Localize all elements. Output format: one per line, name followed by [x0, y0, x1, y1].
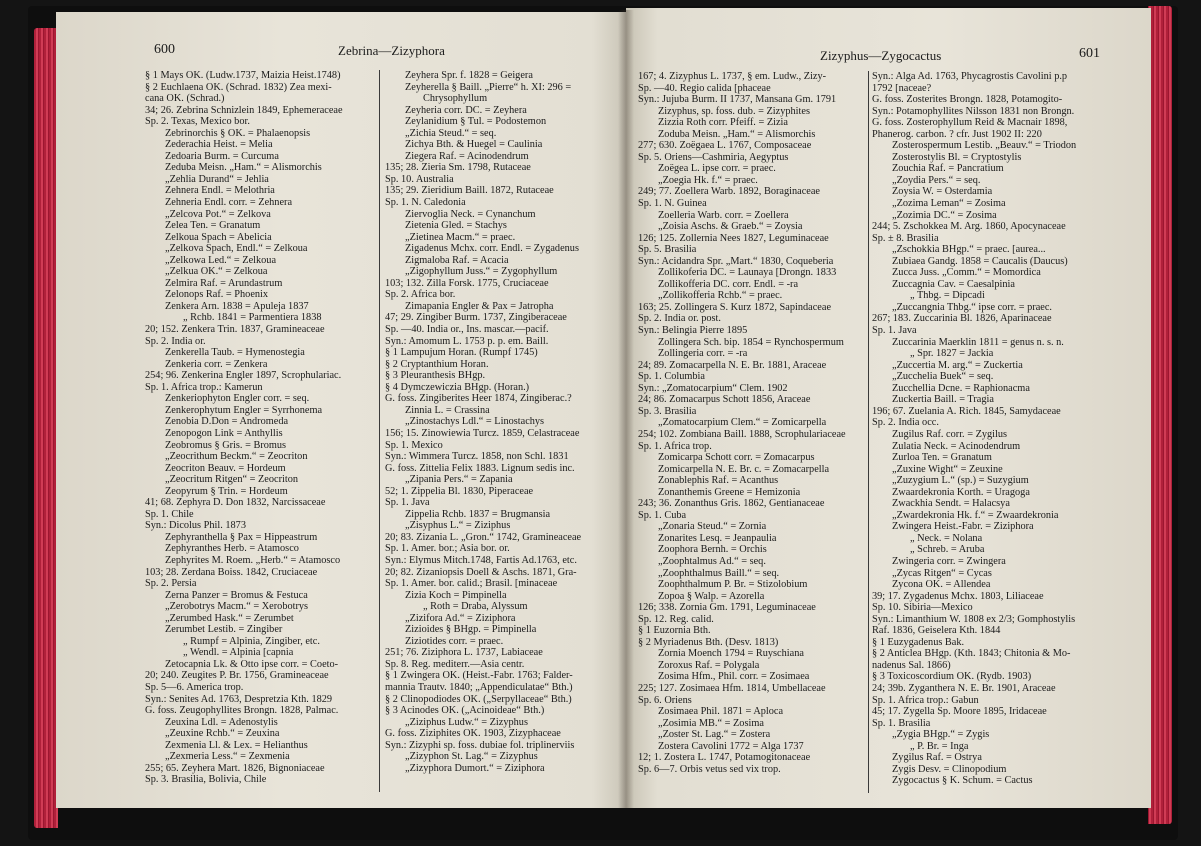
entry-line: § 2 Euchlaena OK. (Schrad. 1832) Zea mexi-	[145, 81, 332, 93]
entry-line: „Zelkua OK.“ = Zelkoua	[165, 266, 268, 278]
entry-line: Zizyphus, sp. foss. dub. = Zizyphites	[658, 105, 810, 117]
entry-line: 251; 76. Ziziphora L. 1737, Labiaceae	[385, 647, 543, 659]
entry-line: 249; 77. Zoellera Warb. 1892, Boraginaceae	[638, 186, 820, 198]
entry-line: Zichya Bth. & Huegel = Caulinia	[405, 139, 543, 151]
entry-line: § 1 Zwingera OK. (Heist.-Fabr. 1763; Falder-	[385, 670, 573, 682]
entry-line: Zederachia Heist. = Melia	[165, 139, 273, 151]
entry-line: Ziegera Raf. = Acinodendrum	[405, 150, 529, 162]
entry-line: Zygis Desv. = Clinopodium	[892, 763, 1007, 775]
entry-line: § 1 Euzornia Bth.	[638, 625, 711, 637]
entry-line: Sp. 5—6. America trop.	[145, 681, 244, 693]
entry-line: Zugilus Raf. corr. = Zygilus	[892, 428, 1008, 440]
right-page	[626, 8, 1151, 808]
entry-line: Sp. 1. Amer. bor.; Asia bor. or.	[385, 543, 510, 555]
entry-line: G. foss. Zingiberites Heer 1874, Zingiberac.?	[385, 393, 572, 405]
entry-line: Ziziotides corr. = praec.	[405, 635, 504, 647]
entry-line: Syn.: Wimmera Turcz. 1858, non Schl. 1831	[385, 451, 569, 463]
entry-line: „Zichia Steud.“ = seq.	[405, 127, 497, 139]
running-head: Zebrina—Zizyphora	[338, 43, 445, 58]
entry-line: Zoophora Bernh. = Orchis	[658, 544, 767, 556]
entry-line: Phanerog. carbon. ? cfr. Just 1902 II: 220	[872, 128, 1042, 140]
entry-line: Zenobia D.Don = Andromeda	[165, 416, 289, 428]
entry-line: „ P. Br. = Inga	[910, 740, 969, 752]
entry-line: Zeduba Meisn. „Ham.“ = Alismorchis	[165, 162, 322, 174]
entry-line: Chrysophyllum	[423, 93, 488, 105]
entry-line: Syn.: Belingia Pierre 1895	[638, 325, 748, 337]
entry-line: Zeocriton Beauv. = Hordeum	[165, 462, 286, 474]
entry-line: „Zerobotrys Macm.“ = Xerobotrys	[165, 601, 309, 613]
entry-line: § 2 Myriadenus Bth. (Desv. 1813)	[638, 636, 779, 648]
entry-line: „Zucchelia Buek“ = seq.	[892, 371, 994, 383]
entry-line: Sp. 1. N. Guinea	[638, 198, 707, 210]
entry-line: Zucchellia Dcne. = Raphionacma	[892, 382, 1030, 394]
entry-line: Zollingera Sch. bip. 1854 = Rynchospermum	[658, 336, 844, 348]
entry-line: Sp. 3. Brasilia, Bolivia, Chile	[145, 774, 267, 786]
entry-line: Zizzia Roth corr. Pfeiff. = Zizia	[658, 117, 788, 129]
entry-line: Zouchia Raf. = Pancratium	[892, 163, 1004, 175]
entry-line: Zoroxus Raf. = Polygala	[658, 659, 760, 671]
entry-line: 126; 125. Zollernia Nees 1827, Leguminaceae	[638, 232, 829, 244]
entry-line: Zelea Ten. = Granatum	[165, 220, 261, 232]
entry-line: Zonanthemis Greene = Hemizonia	[658, 486, 801, 498]
entry-line: „Zwardekronia Hk. f.“ = Zwaardekronia	[892, 509, 1059, 521]
entry-line: Zollingeria corr. = -ra	[658, 348, 748, 360]
entry-line: Sp. 1. Africa trop.: Kamerun	[145, 381, 263, 393]
entry-line: Zephyranthella § Pax = Hippeastrum	[165, 531, 318, 543]
page-number: 601	[1079, 46, 1100, 61]
entry-line: „Zoophtalmus Ad.“ = seq.	[658, 555, 766, 567]
entry-line: Syn.: Senites Ad. 1763, Despretzia Kth. 1829	[145, 693, 333, 705]
entry-line: Sp. 1. Java	[385, 497, 430, 509]
entry-line: § 2 Anticlea BHgp. (Kth. 1843; Chitonia & Mo-	[872, 648, 1071, 660]
entry-line: „Zelkova Spach, Endl.“ = Zelkoua	[165, 243, 308, 255]
entry-line: Sp. 1. Amer. bor. calid.; Brasil. [minaceae	[385, 578, 558, 590]
entry-line: Zuccarinia Maerklin 1811 = genus n. s. n.	[892, 336, 1064, 348]
entry-line: 39; 17. Zygadenus Mchx. 1803, Liliaceae	[872, 590, 1044, 602]
entry-line: „Zoophthalmus Baill.“ = seq.	[658, 567, 780, 579]
entry-line: Zelkoua Spach = Abelicia	[165, 231, 272, 243]
entry-line: Zwingeria corr. = Zwingera	[892, 555, 1006, 567]
entry-line: G. foss. Zittelia Felix 1883. Lignum sedis inc.	[385, 462, 575, 474]
running-head: Zizyphus—Zygocactus	[820, 48, 942, 63]
entry-line: „Zehlia Durand“ = Jehlia	[165, 173, 269, 185]
entry-line: G. foss. Zosterophyllum Reid & Macnair 1898,	[872, 117, 1068, 129]
entry-line: Zerna Panzer = Bromus & Festuca	[165, 589, 308, 601]
entry-line: Zosimaea Phil. 1871 = Aploca	[658, 706, 784, 718]
entry-line: Zenkerophytum Engler = Syrrhonema	[165, 404, 323, 416]
entry-line: „Zietinea Macm.“ = praec.	[405, 231, 516, 243]
entry-line: Zosterospermum Lestib. „Beauv.“ = Triodon	[892, 140, 1077, 152]
entry-line: „Ziziphus Ludw.“ = Zizyphus	[405, 716, 528, 728]
entry-line: 225; 127. Zosimaea Hfm. 1814, Umbellaceae	[638, 682, 826, 694]
entry-line: Zephyrites M. Roem. „Herb.“ = Atamosco	[165, 554, 341, 566]
entry-line: Sp. 5. Oriens—Cashmiria, Aegyptus	[638, 151, 789, 163]
entry-line: Zollikofferia DC. corr. Endl. = -ra	[658, 278, 799, 290]
entry-line: 20; 83. Zizania L. „Gron.“ 1742, Gramineaceae	[385, 531, 582, 543]
entry-line: Zucca Juss. „Comm.“ = Momordica	[892, 267, 1041, 279]
entry-line: Zostera Cavolini 1772 = Alga 1737	[658, 740, 804, 752]
entry-line: „Zonaria Steud.“ = Zornia	[658, 521, 767, 533]
entry-line: 255; 65. Zeyhera Mart. 1826, Bignoniaceae	[145, 762, 325, 774]
entry-line: 135; 29. Zieridium Baill. 1872, Rutaceae	[385, 185, 554, 197]
entry-line: Zenkeria corr. = Zenkera	[165, 358, 268, 370]
entry-line: 254; 102. Zombiana Baill. 1888, Scrophulariaceae	[638, 428, 846, 440]
entry-line: Sp. 1. Cuba	[638, 509, 687, 521]
entry-line: „Zoydia Pers.“ = seq.	[892, 174, 981, 186]
entry-line: „ Thbg. = Dipcadi	[910, 290, 985, 302]
entry-line: Zomicarpa Schott corr. = Zomacarpus	[658, 452, 815, 464]
entry-line: Syn.: Limanthium W. 1808 ex 2/3; Gomphostylis	[872, 613, 1076, 625]
entry-line: Zenkeriophyton Engler corr. = seq.	[165, 393, 310, 405]
entry-line: Zwingera Heist.-Fabr. = Ziziphora	[892, 521, 1034, 533]
entry-line: „Zosimia MB.“ = Zosima	[658, 717, 764, 729]
entry-line: 47; 29. Zingiber Burm. 1737, Zingiberaceae	[385, 312, 567, 324]
entry-line: Zomicarpella N. E. Br. c. = Zomacarpella	[658, 463, 830, 475]
entry-line: Zedoaria Burm. = Curcuma	[165, 150, 279, 162]
entry-line: Sp. 6—7. Orbis vetus sed vix trop.	[638, 763, 781, 775]
entry-line: Zehnera Endl. = Melothria	[165, 185, 275, 197]
entry-line: Zerumbet Lestib. = Zingiber	[165, 624, 283, 636]
entry-line: 254; 96. Zenkerina Engler 1897, Scrophulariac.	[145, 370, 342, 382]
entry-line: § 3 Toxicoscordium OK. (Rydb. 1903)	[872, 671, 1032, 683]
entry-line: Sp. 12. Reg. calid.	[638, 613, 714, 625]
entry-line: Zopoa § Walp. = Azorella	[658, 590, 765, 602]
entry-line: „Zerumbed Hask.“ = Zerumbet	[165, 612, 294, 624]
entry-line: Zippelia Rchb. 1837 = Brugmansia	[405, 508, 551, 520]
entry-line: 244; 5. Zschokkea M. Arg. 1860, Apocynaceae	[872, 221, 1066, 233]
entry-line: „ Spr. 1827 = Jackia	[910, 348, 994, 360]
entry-line: 163; 25. Zollingera S. Kurz 1872, Sapindaceae	[638, 301, 832, 313]
entry-line: 20; 240. Zeugites P. Br. 1756, Gramineaceae	[145, 670, 329, 682]
entry-line: Sp. 1. Brasilia	[872, 717, 931, 729]
entry-line: G. foss. Zeugophyllites Brongn. 1828, Palmac.	[145, 705, 339, 717]
entry-line: Zeyherella § Baill. „Pierre“ h. XI: 296 =	[405, 81, 572, 93]
entry-line: „Zeuxine Rchb.“ = Zeuxina	[165, 728, 280, 740]
entry-line: 52; 1. Zippelia Bl. 1830, Piperaceae	[385, 485, 534, 497]
entry-line: Sp. —40. Regio calida [phaceae	[638, 82, 771, 94]
entry-line: Sp. 5. Brasilia	[638, 244, 697, 256]
entry-line: Sp. 1. Africa trop.	[638, 440, 712, 452]
entry-line: 24; 86. Zomacarpus Schott 1856, Araceae	[638, 394, 811, 406]
entry-line: Zephyranthes Herb. = Atamosco	[165, 543, 299, 555]
entry-line: Sp. 8. Reg. mediterr.—Asia centr.	[385, 658, 525, 670]
entry-line: 196; 67. Zuelania A. Rich. 1845, Samydaceae	[872, 405, 1061, 417]
entry-line: Zenkera Arn. 1838 = Apuleja 1837	[165, 300, 309, 312]
entry-line: Sp. 2. India or.	[145, 335, 206, 347]
entry-line: Zoophthalmum P. Br. = Stizolobium	[658, 579, 808, 591]
entry-line: Sp. 2. Africa bor.	[385, 289, 456, 301]
entry-line: 156; 15. Zinowiewia Turcz. 1859, Celastraceae	[385, 427, 580, 439]
entry-line: Zwackhia Sendt. = Halacsya	[892, 498, 1010, 510]
entry-line: „Zelkowa Led.“ = Zelkoua	[165, 254, 277, 266]
entry-line: 103; 28. Zerdana Boiss. 1842, Cruciaceae	[145, 566, 318, 578]
gutter-shadow	[618, 10, 634, 808]
entry-line: „Zozima Leman“ = Zosima	[892, 198, 1006, 210]
entry-line: Sp. 1. Africa trop.: Gabun	[872, 694, 979, 706]
entry-line: § 1 Mays OK. (Ludw.1737, Maizia Heist.1748)	[145, 70, 341, 81]
entry-line: „Zoster St. Lag.“ = Zostera	[658, 729, 771, 741]
entry-line: Syn.: Acidandra Spr. „Mart.“ 1830, Coqueberia	[638, 255, 834, 267]
entry-line: 34; 26. Zebrina Schnizlein 1849, Ephemeraceae	[145, 104, 343, 116]
entry-line: 12; 1. Zostera L. 1747, Potamogitonaceae	[638, 752, 811, 764]
entry-line: „Zigophyllum Juss.“ = Zygophyllum	[405, 266, 558, 278]
entry-line: Zwaardekronia Korth. = Uragoga	[892, 486, 1030, 498]
entry-line: „Zizifora Ad.“ = Ziziphora	[405, 612, 516, 624]
entry-line: Syn.: „Zomatocarpium“ Clem. 1902	[638, 382, 788, 394]
entry-line: Zuckertia Baill. = Tragia	[892, 394, 994, 406]
column-rule	[868, 71, 869, 793]
column-rule	[379, 70, 380, 792]
entry-line: Zehneria Endl. corr. = Zehnera	[165, 197, 293, 209]
entry-line: Sp. ± 8. Brasilia	[872, 232, 939, 244]
entry-line: „Zollikofferia Rchb.“ = praec.	[658, 290, 783, 302]
entry-line: Zosima Hfm., Phil. corr. = Zosimaea	[658, 671, 810, 683]
left-page	[56, 12, 626, 808]
entry-line: „Zexmeria Less.“ = Zexmenia	[165, 751, 290, 763]
entry-line: Sp. 1. Mexico	[385, 439, 443, 451]
entry-line: 267; 183. Zuccarinia Bl. 1826, Aparinaceae	[872, 313, 1052, 325]
entry-line: Raf. 1836, Geiselera Kth. 1844	[872, 625, 1001, 637]
entry-line: Zonablephis Raf. = Acanthus	[658, 475, 779, 487]
entry-line: „Zeocritum Ritgen“ = Zeocriton	[165, 474, 299, 486]
entry-line: „Zomatocarpium Clem.“ = Zomicarpella	[658, 417, 827, 429]
entry-line: „Zuzygium L.“ (sp.) = Suzygium	[892, 475, 1029, 487]
entry-line: Syn.: Elymus Mitch.1748, Fartis Ad.1763, etc.	[385, 554, 577, 566]
entry-line: § 1 Lampujum Horan. (Rumpf 1745)	[385, 347, 538, 359]
entry-line: Zubiaea Gandg. 1858 = Caucalis (Daucus)	[892, 255, 1068, 267]
entry-line: Sp. 2. Texas, Mexico bor.	[145, 116, 250, 128]
entry-line: § 4 Dymczewiczia BHgp. (Horan.)	[385, 381, 530, 393]
entry-line: Syn.: Potamophyllites Nilsson 1831 non Brongn.	[872, 105, 1075, 117]
entry-line: Zoelleria Warb. corr. = Zoellera	[658, 209, 789, 221]
entry-line: § 3 Acinodes OK. („Acinoideae“ Bth.)	[385, 705, 545, 717]
entry-line: Syn.: Alga Ad. 1763, Phycagrostis Cavolini p.p	[872, 71, 1068, 82]
entry-line: Sp. 1. Columbia	[638, 371, 705, 383]
entry-line: Sp. 2. India or. post.	[638, 313, 721, 325]
entry-line: Syn.: Amomum L. 1753 p. p. em. Baill.	[385, 335, 549, 347]
entry-line: Sp. 2. India occ.	[872, 417, 939, 429]
entry-line: Zebrinorchis § OK. = Phalaenopsis	[165, 127, 311, 139]
entry-line: 135; 28. Zieria Sm. 1798, Rutaceae	[385, 162, 531, 174]
entry-line: Zeobromus § Gris. = Bromus	[165, 439, 287, 451]
entry-line: Sp. 3. Brasilia	[638, 405, 697, 417]
entry-line: G. foss. Ziziphites OK. 1903, Zizyphaceae	[385, 728, 561, 740]
entry-line: „Zeocrithum Beckm.“ = Zeocriton	[165, 451, 308, 463]
entry-line: 20; 152. Zenkera Trin. 1837, Gramineaceae	[145, 324, 325, 336]
entry-line: Syn.: Zizyphi sp. foss. dubiae fol. triplinerviis	[385, 739, 575, 751]
entry-line: Ziervoglia Neck. = Cynanchum	[405, 208, 536, 220]
page-edges-right	[1148, 6, 1172, 824]
entry-line: 45; 17. Zygella Sp. Moore 1895, Iridaceae	[872, 706, 1047, 718]
entry-line: Zurloa Ten. = Granatum	[892, 452, 992, 464]
entry-line: „Zschokkia BHgp.“ = praec. [aurea...	[892, 244, 1046, 256]
entry-line: § 2 Clinopodiodes OK. („Serpyllaceae“ Bth.)	[385, 693, 572, 705]
entry-line: Zycona OK. = Allendea	[892, 579, 991, 591]
entry-line: Zexmenia Ll. & Lex. = Helianthus	[165, 739, 308, 751]
entry-line: Zietenia Gled. = Stachys	[405, 220, 507, 232]
entry-line: 20; 82. Zizaniopsis Doell & Aschs. 1871, Gra-	[385, 566, 577, 578]
entry-line: „ Wendl. = Alpinia [capnia	[183, 647, 294, 659]
entry-line: „Zipania Pers.“ = Zapania	[405, 474, 513, 486]
entry-line: Sp. 2. Persia	[145, 578, 197, 590]
entry-line: mannia Trautv. 1840; „Appendiculatae“ Bth.)	[385, 681, 573, 693]
entry-line: Zoëgea L. ipse corr. = praec.	[658, 163, 776, 175]
entry-line: „Zoisia Aschs. & Graeb.“ = Zoysia	[658, 221, 803, 233]
entry-line: Sp. 10. Australia	[385, 173, 454, 185]
entry-line: Zenkerella Taub. = Hymenostegia	[165, 347, 305, 359]
entry-line: „Zizyphon St. Lag.“ = Zizyphus	[405, 751, 538, 763]
entry-line: Sp. —40. India or., Ins. mascar.—pacif.	[385, 324, 549, 336]
entry-line: § 3 Pleuranthesis BHgp.	[385, 370, 486, 382]
entry-line: 103; 132. Zilla Forsk. 1775, Cruciaceae	[385, 277, 549, 289]
entry-line: „ Neck. = Nolana	[910, 532, 983, 544]
text-column	[638, 71, 870, 775]
entry-line: 243; 36. Zonanthus Gris. 1862, Gentianaceae	[638, 498, 825, 510]
entry-line: Sp. 1. Chile	[145, 508, 194, 520]
entry-line: Zeyheria corr. DC. = Zeyhera	[405, 104, 527, 116]
entry-line: Zygocactus § K. Schum. = Cactus	[892, 775, 1033, 787]
entry-line: cana OK. (Schrad.)	[145, 93, 225, 105]
entry-line: „Zelcova Pot.“ = Zelkova	[165, 208, 271, 220]
entry-line: „Zozimia DC.“ = Zosima	[892, 209, 997, 221]
entry-line: 277; 630. Zoëgaea L. 1767, Composaceae	[638, 140, 812, 152]
entry-line: „ Schreb. = Aruba	[910, 544, 985, 556]
entry-line: Zelonops Raf. = Phoenix	[165, 289, 269, 301]
entry-line: 1792 [naceae?	[872, 82, 932, 94]
entry-line: Sp. 1. N. Caledonia	[385, 197, 466, 209]
entry-line: „Zuccertia M. arg.“ = Zuckertia	[892, 359, 1023, 371]
entry-line: Zollikoferia DC. = Launaya [Drongn. 1833	[658, 267, 837, 279]
page-number: 600	[154, 42, 175, 57]
entry-line: „ Rumpf = Alpinia, Zingiber, etc.	[183, 635, 320, 647]
entry-line: „Zuxine Wight“ = Zeuxine	[892, 463, 1003, 475]
page-edges-left	[34, 28, 58, 828]
entry-line: 24; 89. Zomacarpella N. E. Br. 1881, Araceae	[638, 359, 827, 371]
entry-line: Sp. 10. Sibiria—Mexico	[872, 602, 973, 614]
entry-line: „ Roth = Draba, Alyssum	[423, 601, 528, 613]
entry-line: Zygilus Raf. = Ostrya	[892, 752, 982, 764]
entry-line: „Zisyphus L.“ = Ziziphus	[405, 520, 511, 532]
entry-line: Zigadenus Mchx. corr. Endl. = Zygadenus	[405, 243, 579, 255]
entry-line: Zetocapnia Lk. & Otto ipse corr. = Coeto-	[165, 658, 339, 670]
text-column	[145, 70, 377, 786]
entry-line: Zeuxina Ldl. = Adenostylis	[165, 716, 278, 728]
entry-line: 41; 68. Zephyra D. Don 1832, Narcissaceae	[145, 497, 326, 509]
entry-line: „Zuccangnia Thbg.“ ipse corr. = praec.	[892, 301, 1052, 313]
entry-line: Zornia Moench 1794 = Ruyschiana	[658, 648, 804, 660]
entry-line: Zulatia Neck. = Acinodendrum	[892, 440, 1021, 452]
entry-line: Zeopyrum § Trin. = Hordeum	[165, 485, 288, 497]
entry-line: 167; 4. Zizyphus L. 1737, § em. Ludw., Zizy-	[638, 71, 827, 82]
entry-line: § 2 Cryptanthium Horan.	[385, 358, 489, 370]
entry-line: Sp. 1. Java	[872, 325, 917, 337]
entry-line: 126; 338. Zornia Gm. 1791, Leguminaceae	[638, 602, 816, 614]
entry-line: Zimapania Engler & Pax = Jatropha	[405, 300, 554, 312]
entry-line: Zizioides § BHgp. = Pimpinella	[405, 624, 537, 636]
entry-line: „Zinostachys Ldl.“ = Linostachys	[405, 416, 545, 428]
entry-line: Zizia Koch = Pimpinella	[405, 589, 507, 601]
entry-line: Zigmaloba Raf. = Acacia	[405, 254, 509, 266]
entry-line: Sp. 6. Oriens	[638, 694, 692, 706]
entry-line: „Zygia BHgp.“ = Zygis	[892, 729, 990, 741]
text-column	[872, 71, 1104, 787]
entry-line: Syn.: Dicolus Phil. 1873	[145, 520, 246, 532]
entry-line: Zoduba Meisn. „Ham.“ = Alismorchis	[658, 128, 816, 140]
text-column	[385, 70, 617, 774]
entry-line: nadenus Sal. 1866)	[872, 659, 951, 671]
entry-line: Zosterostylis Bl. = Cryptostylis	[892, 151, 1022, 163]
entry-line: § 1 Euzygadenus Bak.	[872, 636, 965, 648]
entry-line: „ Rchb. 1841 = Parmentiera 1838	[183, 312, 322, 324]
entry-line: Zeylanidium § Tul. = Podostemon	[405, 116, 547, 128]
entry-line: Zeyhera Spr. f. 1828 = Geigera	[405, 70, 533, 81]
entry-line: Syn.: Jujuba Burm. II 1737, Mansana Gm. 1791	[638, 94, 837, 106]
entry-line: 24; 39b. Zyganthera N. E. Br. 1901, Araceae	[872, 682, 1056, 694]
entry-line: „Zizyphora Dumort.“ = Ziziphora	[405, 762, 545, 774]
entry-line: Zonarites Lesq. = Jeanpaulia	[658, 532, 777, 544]
entry-line: „Zycas Ritgen“ = Cycas	[892, 567, 992, 579]
entry-line: Zelmira Raf. = Arundastrum	[165, 277, 283, 289]
entry-line: Zoysia W. = Osterdamia	[892, 186, 993, 198]
entry-line: Zuccagnia Cav. = Caesalpinia	[892, 278, 1015, 290]
entry-line: G. foss. Zosterites Brongn. 1828, Potamogito-	[872, 94, 1063, 106]
entry-line: „Zoegia Hk. f.“ = praec.	[658, 174, 758, 186]
entry-line: Zinnia L. = Crassina	[405, 404, 490, 416]
entry-line: Zenopogon Link = Anthyllis	[165, 427, 283, 439]
